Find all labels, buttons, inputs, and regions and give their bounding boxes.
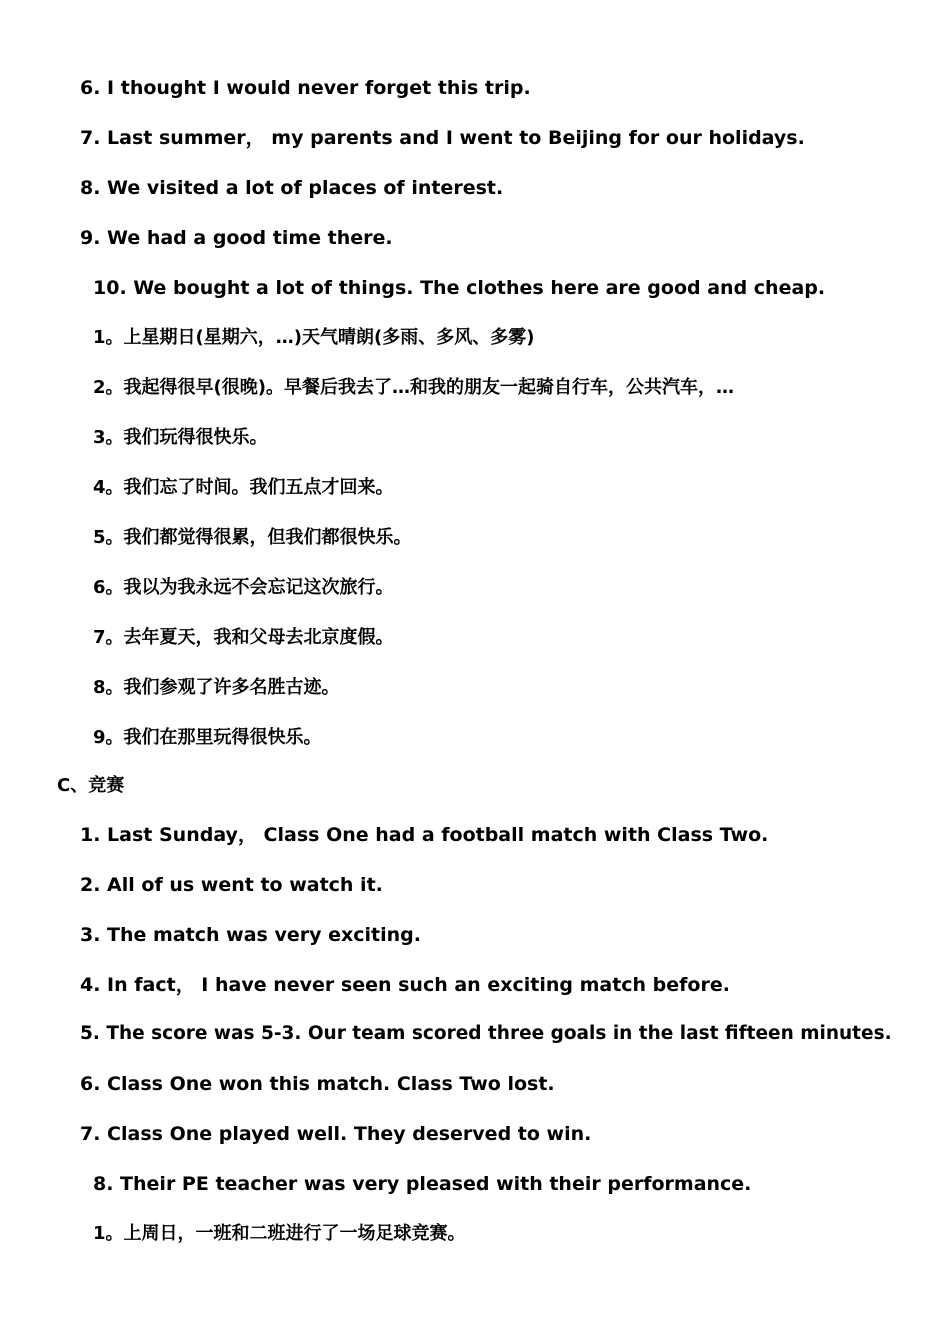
sentence-b-en-7: 7. Last summer， my parents and I went to Beijing for our holidays. (80, 127, 805, 149)
sentence-b-zh-9: 9。我们在那里玩得很快乐。 (93, 727, 322, 748)
sentence-c-en-3: 3. The match was very exciting. (80, 924, 421, 946)
sentence-b-zh-2: 2。我起得很早(很晚)。早餐后我去了…和我的朋友一起骑自行车，公共汽车，… (93, 377, 734, 398)
sentence-c-en-4: 4. In fact， I have never seen such an exciting match before. (80, 974, 730, 996)
sentence-c-en-6: 6. Class One won this match. Class Two lost. (80, 1073, 555, 1095)
sentence-b-zh-5: 5。我们都觉得很累，但我们都很快乐。 (93, 527, 412, 548)
sentence-b-en-10: 10. We bought a lot of things. The clothes here are good and cheap. (93, 277, 826, 299)
sentence-c-en-5: 5. The score was 5-3. Our team scored three goals in the last fifteen minutes. (80, 1023, 892, 1044)
sentence-c-en-7: 7. Class One played well. They deserved to win. (80, 1123, 592, 1145)
sentence-c-en-2: 2. All of us went to watch it. (80, 874, 383, 896)
sentence-b-en-9: 9. We had a good time there. (80, 227, 393, 249)
sentence-b-zh-7: 7。去年夏天，我和父母去北京度假。 (93, 627, 394, 648)
sentence-c-en-1: 1. Last Sunday， Class One had a football match with Class Two. (80, 824, 769, 846)
sentence-b-en-8: 8. We visited a lot of places of interest. (80, 177, 504, 199)
section-c-heading: C、竞赛 (57, 775, 125, 796)
sentence-c-zh-1: 1。上周日，一班和二班进行了一场足球竞赛。 (93, 1223, 466, 1244)
sentence-b-en-6: 6. I thought I would never forget this trip. (80, 77, 531, 99)
sentence-c-en-8: 8. Their PE teacher was very pleased with their performance. (93, 1173, 752, 1195)
sentence-b-zh-1: 1。上星期日(星期六，…)天气晴朗(多雨、多风、多雾) (93, 327, 535, 348)
sentence-b-zh-8: 8。我们参观了许多名胜古迹。 (93, 677, 340, 698)
sentence-b-zh-3: 3。我们玩得很快乐。 (93, 427, 268, 448)
sentence-b-zh-6: 6。我以为我永远不会忘记这次旅行。 (93, 577, 394, 598)
sentence-b-zh-4: 4。我们忘了时间。我们五点才回来。 (93, 477, 394, 498)
